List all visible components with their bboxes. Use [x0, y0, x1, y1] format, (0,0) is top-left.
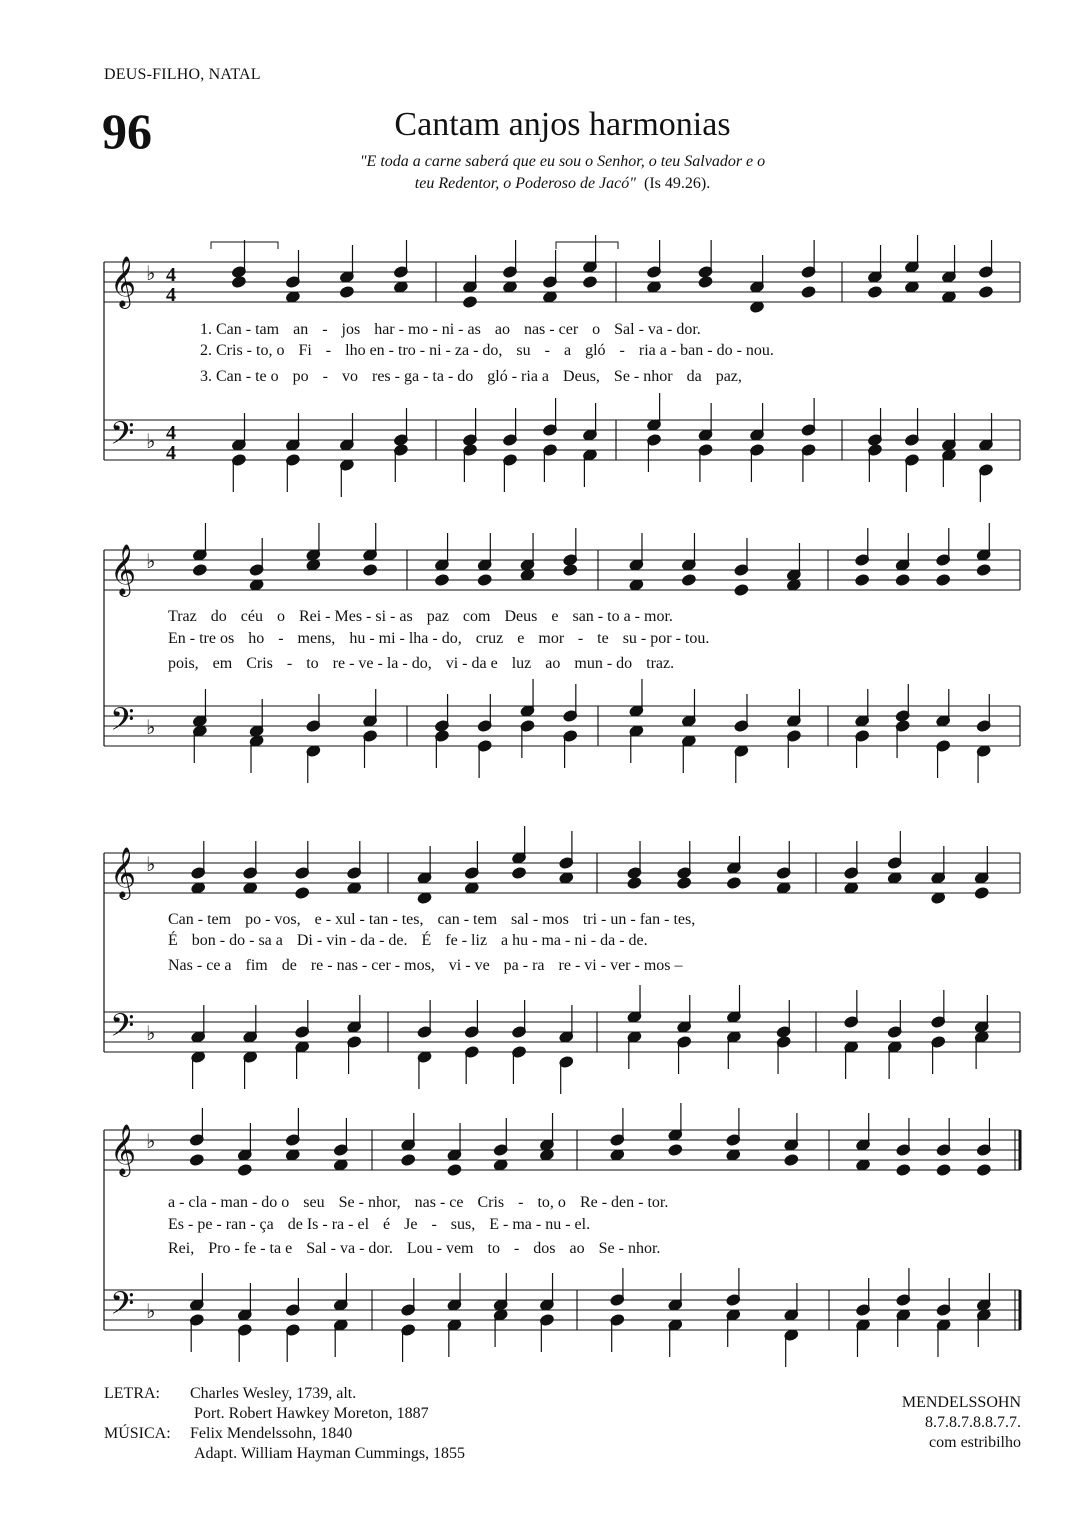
note-head [977, 1164, 992, 1177]
treble-clef-icon: 𝄞 [110, 1124, 137, 1175]
lyric-syllable-group: - [322, 368, 328, 385]
note-head [563, 564, 578, 577]
time-signature-denominator: 4 [166, 442, 176, 464]
musica-adapter: Adapt. William Hayman Cummings, 1855 [194, 1445, 466, 1462]
note-head [887, 872, 902, 885]
lyric-syllable-group: de Is - ra - el [287, 1216, 370, 1233]
time-signature-numerator: 4 [166, 422, 176, 444]
note-head [394, 281, 409, 294]
lyric-syllable-group: vo [341, 368, 358, 385]
lyric-syllable-group: po - vos, [245, 911, 301, 928]
lyric-syllable-group: - [619, 342, 625, 359]
lyric-syllable-group: mens, [297, 630, 336, 647]
lyric-syllable-group: ao [569, 1240, 585, 1257]
lyric-syllable-group: mun - do [574, 655, 633, 672]
note-head [520, 569, 535, 582]
meter: 8.7.8.7.8.8.7.7. [925, 1414, 1021, 1431]
note-head [979, 286, 994, 299]
lyric-syllable-group: vi - da e [445, 655, 498, 672]
note-head [627, 877, 642, 890]
lyric-syllable-group: É [421, 932, 432, 949]
lyric-syllable-group: 1. Can - tam [200, 321, 280, 338]
treble-clef-icon: 𝄞 [110, 256, 137, 307]
lyric-syllable-group: Lou - vem [406, 1240, 474, 1257]
bass-clef-icon: 𝄢 [110, 1007, 135, 1051]
lyric-syllable-group: Pro - fe - ta e [208, 1240, 293, 1257]
lyric-syllable-group: En - tre os [168, 630, 235, 647]
lyric-syllable-group: sal - mos [511, 911, 569, 928]
note-head [295, 887, 310, 900]
lyric-syllable-group: Deus [504, 608, 538, 625]
lyric-syllable-group: mor [538, 630, 564, 647]
lyric-syllable-group: É [168, 932, 178, 949]
lyric-syllable-group: luz [511, 655, 532, 672]
time-signature-denominator: 4 [166, 284, 176, 306]
lyric-syllable-group: traz. [646, 655, 675, 672]
note-head [243, 882, 258, 895]
lyric-syllable-group: Traz [168, 608, 197, 625]
note-head [191, 882, 206, 895]
lyric-syllable-group: re - ve - la - do, [332, 655, 432, 672]
lyric-syllable-group: do [210, 608, 227, 625]
note-head [698, 276, 713, 289]
note-head [286, 291, 301, 304]
lyric-syllable-group: po [292, 368, 309, 385]
note-head [668, 1144, 683, 1157]
lyric-syllable-group: ria a - ban - do - nou. [638, 342, 774, 359]
hymn-title: Cantam anjos harmonias [394, 106, 731, 143]
lyric-syllable-group: o [592, 321, 601, 338]
treble-key-flat-icon: ♭ [146, 852, 156, 876]
lyric-syllable-group: lho en - tro - ni - za - do, [345, 342, 503, 359]
lyric-syllable-group: Can - tem [168, 911, 232, 928]
hymn-number: 96 [102, 103, 152, 159]
lyric-syllable-group: - [577, 630, 584, 647]
lyric-syllable-group: em [212, 655, 233, 672]
note-head [942, 291, 957, 304]
note-head [682, 574, 697, 587]
lyric-syllable-group: su - por - tou. [622, 630, 710, 647]
note-head [726, 1149, 741, 1162]
lyric-syllable-group: Re - den - tor. [579, 1194, 669, 1211]
note-head [347, 882, 362, 895]
lyric-syllable-group: to [487, 1240, 500, 1257]
lyric-syllable-group: de [281, 957, 297, 974]
lyric-syllable-group: a [563, 342, 572, 359]
note-head [868, 286, 883, 299]
lyric-syllable-group: har - mo - ni - as [374, 321, 481, 338]
lyric-syllable-group: nas - ce [414, 1194, 464, 1211]
lyric-syllable-group: Se - nhor. [598, 1240, 661, 1257]
treble-key-flat-icon: ♭ [146, 549, 156, 573]
lyric-syllable-group: e - xul - tan - tes, [314, 911, 424, 928]
note-head [363, 564, 378, 577]
tune-name: MENDELSSOHN [901, 1394, 1021, 1411]
note-head [401, 1154, 416, 1167]
note-head [974, 887, 989, 900]
lyric-syllable-group: - [518, 1194, 524, 1211]
treble-clef-icon: 𝄞 [110, 847, 137, 898]
lyric-verse-1 [168, 608, 673, 625]
note-head [801, 286, 816, 299]
note-head [936, 1164, 951, 1177]
note-head [936, 574, 951, 587]
bass-key-flat-icon: ♭ [146, 1021, 156, 1045]
lyric-syllable-group: e [551, 608, 559, 625]
note-head [976, 564, 991, 577]
lyric-syllable-group: nas - cer [523, 321, 579, 338]
lyric-verse-1 [200, 321, 701, 338]
lyric-verse-3 [168, 1240, 660, 1257]
lyric-syllable-group: e [517, 630, 525, 647]
note-head [540, 1149, 555, 1162]
bass-key-flat-icon: ♭ [146, 429, 156, 453]
lyric-syllable-group: Deus, [563, 368, 600, 385]
lyric-syllable-group: - [325, 342, 332, 359]
treble-clef-icon: 𝄞 [110, 544, 137, 595]
note-head [249, 579, 264, 592]
lyric-syllable-group: bon - do - sa a [191, 932, 283, 949]
lyric-syllable-group: tri - un - fan - tes, [582, 911, 696, 928]
lyric-syllable-group: to [306, 655, 319, 672]
note-head [477, 574, 492, 587]
bass-key-flat-icon: ♭ [146, 715, 156, 739]
treble-key-flat-icon: ♭ [146, 261, 156, 285]
lyric-syllable-group: re - nas - cer - mos, [310, 957, 435, 974]
lyric-verse-2 [168, 930, 648, 949]
note-head [189, 1154, 204, 1167]
lyric-syllable-group: dos [533, 1240, 556, 1257]
note-head [285, 1149, 300, 1162]
bass-clef-icon: 𝄢 [110, 415, 135, 459]
note-head [905, 281, 920, 294]
note-head [629, 579, 644, 592]
note-head [340, 286, 355, 299]
lyric-syllable-group: - [513, 1240, 520, 1257]
note-head [776, 882, 791, 895]
lyric-syllable-group: to, o [537, 1194, 566, 1211]
lyric-syllable-group: an [293, 321, 309, 338]
musica-label: MÚSICA: [104, 1425, 171, 1442]
lyric-syllable-group: - [544, 342, 550, 359]
lyric-syllable-group: - [286, 655, 293, 672]
lyric-syllable-group: Cris [477, 1194, 505, 1211]
lyric-syllable-group: fim [245, 957, 268, 974]
lyric-syllable-group: fe - liz [445, 932, 488, 949]
note-head [237, 1164, 252, 1177]
lyric-verse-3 [200, 368, 742, 385]
lyric-verse-3 [168, 655, 674, 672]
lyric-syllable-group: Sal - va - dor. [614, 321, 701, 338]
lyric-verse-2 [168, 1216, 590, 1233]
lyric-syllable-group: Rei, [168, 1240, 195, 1257]
lyric-syllable-group: a hu - ma - ni - da - de. [501, 932, 648, 949]
note-head [512, 867, 527, 880]
lyric-syllable-group: vi - ve [448, 957, 490, 974]
lyric-syllable-group: cruz [475, 630, 504, 647]
note-head [855, 574, 870, 587]
lyric-syllable-group: gló [585, 342, 606, 359]
lyric-syllable-group: jos [341, 321, 361, 338]
lyric-verse-3 [168, 957, 683, 974]
note-head [306, 559, 321, 572]
letra-translator: Port. Robert Hawkey Moreton, 1887 [194, 1405, 429, 1422]
lyric-syllable-group: te [597, 630, 609, 647]
lyric-syllable-group: gló - ria a [487, 368, 550, 385]
lyric-syllable-group: Nas - ce a [168, 957, 232, 974]
epigraph-reference: (Is 49.26). [643, 175, 711, 192]
time-signature-numerator: 4 [166, 264, 176, 286]
lyric-syllable-group: a - cla - man - do o [168, 1194, 290, 1211]
lyric-syllable-group: pa - ra [503, 957, 545, 974]
note-head [447, 1164, 462, 1177]
note-head [895, 574, 910, 587]
lyric-syllable-group: Fi [298, 342, 312, 359]
letra-author: Charles Wesley, 1739, alt. [190, 1385, 357, 1402]
note-head [417, 892, 432, 905]
note-head [844, 882, 859, 895]
bracket-mark [556, 242, 618, 249]
lyric-syllable-group: 3. Can - te o [200, 368, 279, 385]
lyric-syllable-group: paz, [715, 368, 742, 385]
note-head [493, 1159, 508, 1172]
lyric-verse-1 [168, 1194, 668, 1211]
lyric-syllable-group: Se - nhor, [338, 1194, 401, 1211]
note-head [784, 1154, 799, 1167]
lyric-syllable-group: - [278, 630, 284, 647]
lyric-syllable-group: da [686, 368, 702, 385]
note-head [734, 584, 749, 597]
note-head [750, 301, 765, 314]
lyric-syllable-group: pois, [168, 655, 199, 672]
lyric-syllable-group: ao [545, 655, 561, 672]
musica-composer: Felix Mendelssohn, 1840 [190, 1425, 353, 1442]
lyric-syllable-group: céu [240, 608, 263, 625]
refrain-note: com estribilho [929, 1434, 1021, 1451]
lyric-syllable-group: hu - mi - lha - do, [349, 630, 462, 647]
lyric-syllable-group: sus, [450, 1216, 476, 1233]
epigraph-text: teu Redentor, o Poderoso de Jacó" [414, 175, 636, 192]
epigraph-line-1: "E toda a carne saberá que eu sou o Senhor, o teu Salvador e o [359, 153, 766, 170]
lyric-syllable-group: é [383, 1216, 391, 1233]
lyric-syllable-group: Di - vin - da - de. [296, 932, 408, 949]
lyric-verse-2 [168, 630, 709, 647]
note-head [503, 281, 518, 294]
lyric-syllable-group: paz [426, 608, 449, 625]
lyric-verse-1 [168, 911, 695, 928]
lyric-syllable-group: seu [303, 1194, 325, 1211]
lyric-syllable-group: com [462, 608, 491, 625]
lyric-syllable-group: - [322, 321, 328, 338]
lyric-syllable-group: su [516, 342, 531, 359]
lyric-syllable-group: san - to a - mor. [572, 608, 673, 625]
credits-left [104, 1384, 465, 1464]
bass-clef-icon: 𝄢 [110, 1285, 135, 1329]
treble-key-flat-icon: ♭ [146, 1129, 156, 1153]
letra-label: LETRA: [104, 1385, 160, 1402]
lyric-syllable-group: ho [248, 630, 265, 647]
lyric-syllable-group: E - ma - nu - el. [489, 1216, 591, 1233]
note-head [896, 1164, 911, 1177]
category-label: DEUS-FILHO, NATAL [104, 66, 261, 83]
lyric-syllable-group: 2. Cris - to, o [200, 342, 285, 359]
note-head [333, 1159, 348, 1172]
lyric-syllable-group: can - tem [437, 911, 498, 928]
note-head [727, 877, 742, 890]
note-head [856, 1159, 871, 1172]
lyric-syllable-group: re - vi - ver - mos – [558, 957, 683, 974]
note-head [232, 276, 247, 289]
note-head [610, 1149, 625, 1162]
lyric-verse-2 [200, 342, 774, 359]
lyric-syllable-group: Es - pe - ran - ça [168, 1216, 274, 1233]
bass-clef-icon: 𝄢 [110, 701, 135, 745]
lyric-syllable-group: Sal - va - dor. [306, 1240, 393, 1257]
note-head [464, 882, 479, 895]
note-head [931, 892, 946, 905]
note-head [787, 579, 802, 592]
bass-key-flat-icon: ♭ [146, 1299, 156, 1323]
note-head [647, 281, 662, 294]
note-head [193, 564, 208, 577]
lyric-syllable-group: Cris [246, 655, 273, 672]
credits-right [902, 1393, 1021, 1453]
lyric-syllable-group: res - ga - ta - do [371, 368, 474, 385]
lyric-syllable-group: Je [404, 1216, 418, 1233]
note-head [677, 877, 692, 890]
note-head [543, 291, 558, 304]
note-head [559, 872, 574, 885]
note-head [463, 296, 478, 309]
lyric-syllable-group: Rei - Mes - si - as [298, 608, 413, 625]
note-head [583, 276, 598, 289]
lyric-syllable-group: Se - nhor [613, 368, 673, 385]
lyric-syllable-group: ao [494, 321, 510, 338]
note-head [435, 574, 450, 587]
lyric-syllable-group: o [276, 608, 285, 625]
lyric-syllable-group: - [431, 1216, 437, 1233]
